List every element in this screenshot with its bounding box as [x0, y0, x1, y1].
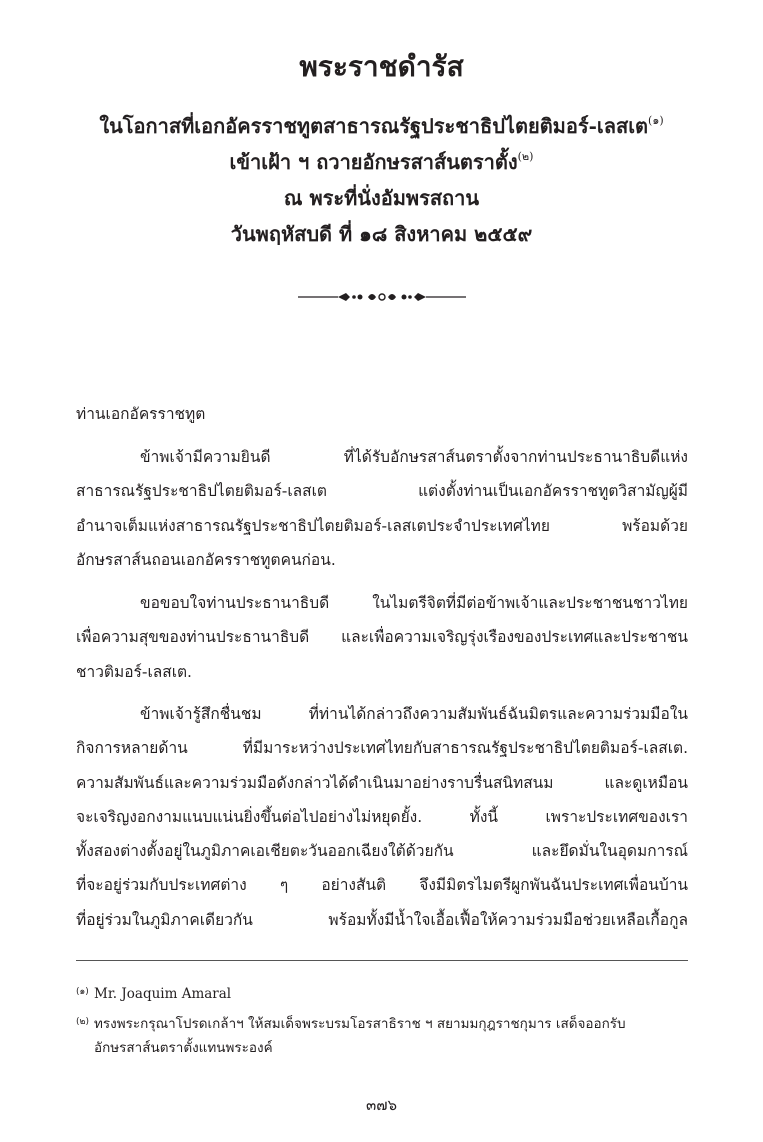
paragraph-line: ความสัมพันธ์และความร่วมมือดังกล่าวได้ดำเนินมาอย่างราบรื่นสนิทสนม และดูเหมือน [76, 773, 688, 792]
footnotes [76, 982, 688, 1060]
heading-line-2-text: เข้าเฝ้า ฯ ถวายอักษรสาส์นตราตั้ง [229, 150, 518, 174]
paragraph-line: ที่จะอยู่ร่วมกับประเทศต่าง ๆ อย่างสันติ จึงมีมิตรไมตรีผูกพันฉันประเทศเพื่อนบ้าน [76, 876, 688, 895]
paragraph-line: ข้าพเจ้ามีความยินดี ที่ได้รับอักษรสาส์นตราตั้งจากท่านประธานาธิบดีแห่ง [140, 448, 688, 466]
paragraph-line: อำนาจเต็มแห่งสาธารณรัฐประชาธิปไตยติมอร์-เลสเตประจำประเทศไทย พร้อมด้วย [76, 516, 688, 535]
paragraph-line: ทั้งสองต่างตั้งอยู่ในภูมิภาคเอเชียตะวันออกเฉียงใต้ด้วยกัน และยึดมั่นในอุดมการณ์ [76, 842, 688, 861]
paragraph-line: อักษรสาส์นถอนเอกอัครราชทูตคนก่อน. [76, 550, 336, 569]
footnote-mark: (๒) [76, 1017, 89, 1027]
salutation: ท่านเอกอัครราชทูต [76, 405, 206, 423]
footnote-mark: (๑) [76, 987, 89, 997]
footnote-ref-2: (๒) [517, 150, 534, 163]
heading-line-3: ณ พระที่นั่งอัมพรสถาน [283, 186, 480, 210]
footnote-line: Mr. Joaquim Amaral [94, 986, 232, 1002]
footnote-ref-1: (๑) [648, 114, 664, 127]
footnote-line: ทรงพระกรุณาโปรดเกล้าฯ ให้สมเด็จพระบรมโอรสาธิราช ฯ สยามมกุฎราชกุมาร เสด็จออกรับ [94, 1016, 626, 1032]
footnote-divider [76, 960, 688, 961]
heading-line-1-text: ในโอกาสที่เอกอัครราชทูตสาธารณรัฐประชาธิปไตยติมอร์-เลสเต [99, 114, 649, 138]
footnote-1 [76, 982, 688, 1006]
footnote-2 [76, 1012, 688, 1060]
paragraph-line: ข้าพเจ้ารู้สึกชื่นชม ที่ท่านได้กล่าวถึงความสัมพันธ์ฉันมิตรและความร่วมมือใน [140, 705, 688, 723]
paragraph-2 [76, 586, 688, 689]
paragraph-line: สาธารณรัฐประชาธิปไตยติมอร์-เลสเต แต่งตั้งท่านเป็นเอกอัครราชทูตวิสามัญผู้มี [76, 482, 688, 501]
heading-line-4: วันพฤหัสบดี ที่ ๑๘ สิงหาคม ๒๕๕๙ [230, 222, 533, 246]
page-title: พระราชดำรัส [299, 50, 464, 83]
occasion-heading [40, 108, 723, 252]
page-number: ๓๗๖ [365, 1096, 398, 1114]
paragraph-3 [76, 697, 688, 937]
paragraph-line: ชาวติมอร์-เลสเต. [76, 662, 192, 681]
paragraph-1 [76, 440, 688, 577]
paragraph-line: ขอขอบใจท่านประธานาธิบดี ในไมตรีจิตที่มีต่อข้าพเจ้าและประชาชนชาวไทย [140, 594, 688, 612]
paragraph-line: เพื่อความสุขของท่านประธานาธิบดี และเพื่อความเจริญรุ่งเรืองของประเทศและประชาชน [76, 628, 688, 647]
paragraph-line: ที่อยู่ร่วมในภูมิภาคเดียวกัน พร้อมทั้งมีน้ำใจเอื้อเฟื้อให้ความร่วมมือช่วยเหลือเกื้อกูล [76, 910, 688, 929]
heading-line-1 [40, 108, 723, 144]
paragraph-line: จะเจริญงอกงามแนบแน่นยิ่งขึ้นต่อไปอย่างไม่หยุดยั้ง. ทั้งนี้ เพราะประเทศของเรา [76, 807, 688, 826]
paragraph-line: กิจการหลายด้าน ที่มีมาระหว่างประเทศไทยกับสาธารณรัฐประชาธิปไตยติมอร์-เลสเต. [76, 739, 688, 758]
heading-line-2 [40, 144, 723, 180]
decorative-flourish-icon [296, 287, 468, 307]
footnote-line: อักษรสาส์นตราตั้งแทนพระองค์ [94, 1040, 273, 1056]
